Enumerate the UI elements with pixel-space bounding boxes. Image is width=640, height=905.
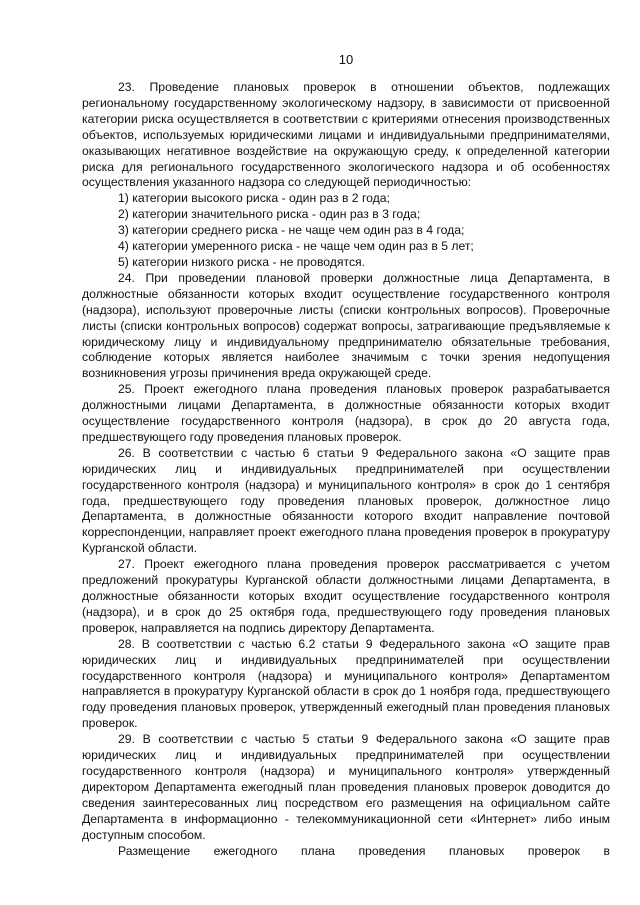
page-number: 10 (338, 52, 354, 67)
document-body (82, 80, 610, 859)
paragraph-24: 24. При проведении плановой проверки должностные лица Департамента, в должностные обязанности которых входит осуществление государственного контроля (надзора), используют проверочные листы (списки контрольных вопросов). Проверочные листы (списки контрольных вопросов) содержат вопросы, затрагивающие предъявляемые к юридическому лицу и индивидуальному предпринимателю обязательные требования, соблюдение которых является наиболее значимым с точки зрения недопущения возникновения угрозы причинения вреда окружающей среде. (82, 270, 610, 381)
list-item-risk-moderate: 4) категории умеренного риска - не чаще чем один раз в 5 лет; (118, 239, 474, 254)
list-item-risk-medium: 3) категории среднего риска - не чаще чем один раз в 4 года; (118, 223, 465, 238)
list-item-risk-significant: 2) категории значительного риска - один раз в 3 года; (118, 207, 421, 222)
list-item-risk-high: 1) категории высокого риска - один раз в 2 года; (118, 191, 390, 206)
paragraph-30-partial: Размещение ежегодного плана проведения плановых проверок в (118, 843, 610, 858)
paragraph-27: 27. Проект ежегодного плана проведения проверок рассматривается с учетом предложений прокуратуры Курганской области должностными лицами Департамента, в должностные обязанности которых входит осуществление государственного контроля (надзора), и в срок до 25 октября года, предшествующего году проведения плановых проверок, направляется на подпись директору Департамента. (82, 557, 610, 635)
paragraph-28: 28. В соответствии с частью 6.2 статьи 9 Федерального закона «О защите прав юридических лиц и индивидуальных предпринимателей при осуществлении государственного контроля (надзора) и муниципального контроля» Департаментом направляется в прокуратуру Курганской области в срок до 1 ноября года, предшествующего году проведения плановых проверок, утвержденный ежегодный план проведения плановых проверок. (82, 636, 610, 731)
paragraph-25: 25. Проект ежегодного плана проведения плановых проверок разрабатывается должностными лицами Департамента, в должностные обязанности которых входит осуществление государственного контроля (надзора), в срок до 20 августа года, предшествующего году проведения плановых проверок. (82, 382, 610, 444)
list-item-risk-low: 5) категории низкого риска - не проводятся. (118, 254, 366, 269)
paragraph-29: 29. В соответствии с частью 5 статьи 9 Федерального закона «О защите прав юридических лиц и индивидуальных предпринимателей при осуществлении государственного контроля (надзора) и муниципального контроля» утвержденный директором Департамента ежегодный план проведения плановых проверок доводится до сведения заинтересованных лиц посредством его размещения на официальном сайте Департамента в информационно - телекоммуникационной сети «Интернет» либо иным доступным способом. (82, 732, 610, 842)
paragraph-26: 26. В соответствии с частью 6 статьи 9 Федерального закона «О защите прав юридических лиц и индивидуальных предпринимателей при осуществлении государственного контроля (надзора) и муниципального контроля» в срок до 1 сентября года, предшествующего году проведения плановых проверок, должностное лицо Департамента, в должностные обязанности которого входит направление почтовой корреспонденции, направляет проект ежегодного плана проведения проверок в прокуратуру Курганской области. (82, 445, 610, 556)
paragraph-23: 23. Проведение плановых проверок в отношении объектов, подлежащих региональному государственному экологическому надзору, в зависимости от присвоенной категории риска осуществляется в соответствии с критериями отнесения производственных объектов, используемых юридическими лицами и индивидуальными предпринимателями, оказывающих негативное воздействие на окружающую среду, к определенной категории риска для регионального государственного экологического надзора и об особенностях осуществления указанного надзора со следующей периодичностью: (82, 80, 610, 190)
